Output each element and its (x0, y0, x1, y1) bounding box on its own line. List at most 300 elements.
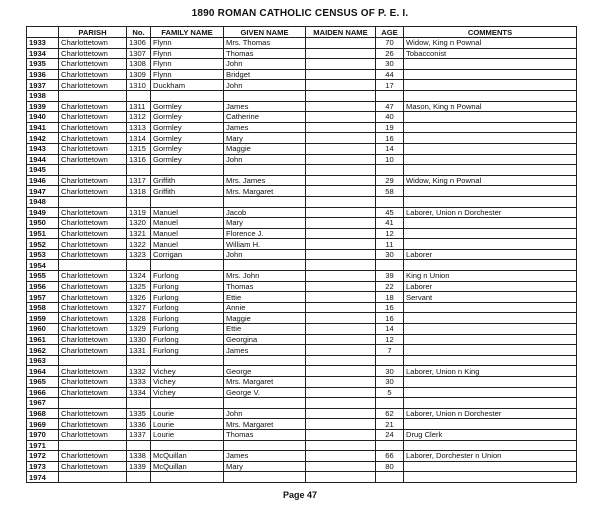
cell-maiden-name (306, 281, 376, 292)
cell-comments: Tobacconist (404, 48, 577, 59)
cell-age: 19 (376, 122, 404, 133)
cell-comments (404, 186, 577, 197)
cell-parish: Charlottetown (59, 133, 127, 144)
cell-given-name: John (224, 59, 306, 70)
cell-maiden-name (306, 355, 376, 366)
cell-comments: Laborer (404, 249, 577, 260)
cell-maiden-name (306, 408, 376, 419)
cell-maiden-name (306, 440, 376, 451)
cell-no: 1331 (127, 345, 151, 356)
cell-maiden-name (306, 292, 376, 303)
cell-maiden-name (306, 249, 376, 260)
header-family-name: FAMILY NAME (151, 27, 224, 38)
cell-family-name: Manuel (151, 239, 224, 250)
cell-no: 1320 (127, 218, 151, 229)
cell-no: 1319 (127, 207, 151, 218)
cell-parish: Charlottetown (59, 302, 127, 313)
cell-family-name: Furlong (151, 302, 224, 313)
table-row (27, 461, 577, 472)
table-row (27, 165, 577, 176)
cell-given-name: John (224, 249, 306, 260)
table-row (27, 334, 577, 345)
cell-given-name: Mrs. Margaret (224, 186, 306, 197)
header-comments: COMMENTS (404, 27, 577, 38)
cell-no: 1334 (127, 387, 151, 398)
row-line-number: 1941 (27, 122, 59, 133)
table-row (27, 292, 577, 303)
table-row (27, 143, 577, 154)
row-line-number: 1940 (27, 112, 59, 123)
cell-age: 45 (376, 207, 404, 218)
table-row (27, 419, 577, 430)
cell-age: 22 (376, 281, 404, 292)
cell-no: 1337 (127, 429, 151, 440)
row-line-number: 1947 (27, 186, 59, 197)
cell-given-name: James (224, 345, 306, 356)
cell-maiden-name (306, 302, 376, 313)
table-row (27, 472, 577, 483)
cell-comments: Laborer, Dorchester n Union (404, 451, 577, 462)
cell-comments (404, 218, 577, 229)
cell-given-name: Mrs. Margaret (224, 419, 306, 430)
header-no: No. (127, 27, 151, 38)
cell-family-name (151, 196, 224, 207)
cell-family-name: Gormley (151, 122, 224, 133)
cell-age: 14 (376, 324, 404, 335)
row-line-number: 1956 (27, 281, 59, 292)
table-row (27, 154, 577, 165)
cell-parish (59, 355, 127, 366)
cell-parish: Charlottetown (59, 345, 127, 356)
row-line-number: 1970 (27, 429, 59, 440)
cell-parish: Charlottetown (59, 249, 127, 260)
cell-parish (59, 472, 127, 483)
cell-family-name: Vichey (151, 387, 224, 398)
row-line-number: 1961 (27, 334, 59, 345)
cell-maiden-name (306, 38, 376, 49)
table-row (27, 345, 577, 356)
cell-parish: Charlottetown (59, 80, 127, 91)
row-line-number: 1954 (27, 260, 59, 271)
cell-no: 1325 (127, 281, 151, 292)
cell-given-name: Jacob (224, 207, 306, 218)
cell-maiden-name (306, 461, 376, 472)
cell-family-name (151, 260, 224, 271)
table-row (27, 133, 577, 144)
row-line-number: 1944 (27, 154, 59, 165)
cell-given-name: Mary (224, 133, 306, 144)
cell-maiden-name (306, 239, 376, 250)
cell-no (127, 165, 151, 176)
cell-no: 1313 (127, 122, 151, 133)
cell-family-name: Lourie (151, 429, 224, 440)
cell-comments (404, 313, 577, 324)
cell-comments (404, 461, 577, 472)
cell-parish: Charlottetown (59, 313, 127, 324)
cell-parish: Charlottetown (59, 334, 127, 345)
header-row (27, 27, 577, 38)
cell-parish: Charlottetown (59, 366, 127, 377)
page-title: 1890 ROMAN CATHOLIC CENSUS OF P. E. I. (191, 8, 409, 19)
cell-no (127, 90, 151, 101)
cell-family-name: Flynn (151, 38, 224, 49)
table-row (27, 122, 577, 133)
table-row (27, 218, 577, 229)
cell-family-name: Griffith (151, 186, 224, 197)
cell-family-name (151, 355, 224, 366)
cell-given-name: George (224, 366, 306, 377)
cell-comments (404, 387, 577, 398)
cell-comments (404, 165, 577, 176)
row-line-number: 1974 (27, 472, 59, 483)
cell-age: 30 (376, 366, 404, 377)
row-line-number: 1965 (27, 377, 59, 388)
cell-age: 30 (376, 59, 404, 70)
cell-parish (59, 165, 127, 176)
cell-family-name: Furlong (151, 313, 224, 324)
cell-no: 1330 (127, 334, 151, 345)
row-line-number: 1933 (27, 38, 59, 49)
table-row (27, 69, 577, 80)
cell-age: 44 (376, 69, 404, 80)
cell-no: 1323 (127, 249, 151, 260)
table-row (27, 398, 577, 409)
cell-no: 1329 (127, 324, 151, 335)
row-line-number: 1950 (27, 218, 59, 229)
cell-maiden-name (306, 69, 376, 80)
cell-family-name: Gormley (151, 101, 224, 112)
cell-parish: Charlottetown (59, 281, 127, 292)
cell-no: 1332 (127, 366, 151, 377)
cell-parish: Charlottetown (59, 387, 127, 398)
cell-maiden-name (306, 196, 376, 207)
cell-age (376, 355, 404, 366)
cell-maiden-name (306, 175, 376, 186)
cell-no: 1326 (127, 292, 151, 303)
cell-no: 1328 (127, 313, 151, 324)
row-line-number: 1938 (27, 90, 59, 101)
cell-family-name: Lourie (151, 408, 224, 419)
cell-age: 58 (376, 186, 404, 197)
cell-parish: Charlottetown (59, 101, 127, 112)
cell-comments (404, 112, 577, 123)
cell-no: 1311 (127, 101, 151, 112)
cell-given-name: Mrs. Thomas (224, 38, 306, 49)
table-row (27, 377, 577, 388)
cell-given-name: John (224, 80, 306, 91)
cell-parish (59, 260, 127, 271)
table-row (27, 59, 577, 70)
cell-given-name: Thomas (224, 429, 306, 440)
cell-parish (59, 440, 127, 451)
cell-family-name: Manuel (151, 228, 224, 239)
cell-given-name: James (224, 101, 306, 112)
cell-maiden-name (306, 90, 376, 101)
cell-comments: Laborer (404, 281, 577, 292)
cell-family-name: Gormley (151, 112, 224, 123)
cell-no: 1315 (127, 143, 151, 154)
cell-family-name: Furlong (151, 334, 224, 345)
cell-age: 47 (376, 101, 404, 112)
cell-age: 41 (376, 218, 404, 229)
cell-family-name: Gormley (151, 154, 224, 165)
row-line-number: 1951 (27, 228, 59, 239)
row-line-number: 1948 (27, 196, 59, 207)
cell-parish: Charlottetown (59, 48, 127, 59)
cell-no: 1316 (127, 154, 151, 165)
cell-parish: Charlottetown (59, 271, 127, 282)
table-row (27, 281, 577, 292)
table-row (27, 302, 577, 313)
cell-comments: Servant (404, 292, 577, 303)
cell-maiden-name (306, 271, 376, 282)
row-line-number: 1949 (27, 207, 59, 218)
cell-age: 16 (376, 313, 404, 324)
table-row (27, 186, 577, 197)
cell-maiden-name (306, 228, 376, 239)
cell-maiden-name (306, 186, 376, 197)
cell-parish: Charlottetown (59, 154, 127, 165)
cell-given-name: Georgina (224, 334, 306, 345)
cell-parish: Charlottetown (59, 228, 127, 239)
cell-maiden-name (306, 387, 376, 398)
cell-age: 12 (376, 228, 404, 239)
cell-age: 80 (376, 461, 404, 472)
header-given-name: GIVEN NAME (224, 27, 306, 38)
cell-family-name: Flynn (151, 48, 224, 59)
cell-parish: Charlottetown (59, 324, 127, 335)
cell-age: 40 (376, 112, 404, 123)
cell-maiden-name (306, 398, 376, 409)
cell-parish: Charlottetown (59, 175, 127, 186)
cell-maiden-name (306, 313, 376, 324)
cell-family-name: Duckham (151, 80, 224, 91)
cell-given-name: Ettie (224, 324, 306, 335)
cell-given-name (224, 472, 306, 483)
cell-comments: Laborer, Union n Dorchester (404, 207, 577, 218)
row-line-number: 1964 (27, 366, 59, 377)
cell-comments (404, 302, 577, 313)
cell-comments (404, 80, 577, 91)
cell-parish: Charlottetown (59, 239, 127, 250)
row-line-number: 1939 (27, 101, 59, 112)
row-line-number: 1946 (27, 175, 59, 186)
cell-given-name (224, 398, 306, 409)
cell-no: 1327 (127, 302, 151, 313)
cell-maiden-name (306, 143, 376, 154)
table-row (27, 366, 577, 377)
table-row (27, 228, 577, 239)
cell-comments: Mason, King n Pownal (404, 101, 577, 112)
cell-no (127, 472, 151, 483)
cell-age: 66 (376, 451, 404, 462)
table-row (27, 48, 577, 59)
row-line-number: 1967 (27, 398, 59, 409)
census-table (26, 26, 577, 483)
cell-age (376, 90, 404, 101)
cell-maiden-name (306, 80, 376, 91)
cell-given-name (224, 260, 306, 271)
table-row (27, 324, 577, 335)
header-maiden-name: MAIDEN NAME (306, 27, 376, 38)
cell-given-name (224, 196, 306, 207)
table-row (27, 260, 577, 271)
table-row (27, 387, 577, 398)
table-row (27, 80, 577, 91)
table-row (27, 207, 577, 218)
row-line-number: 1937 (27, 80, 59, 91)
row-line-number: 1953 (27, 249, 59, 260)
cell-given-name (224, 355, 306, 366)
cell-family-name: Lourie (151, 419, 224, 430)
cell-given-name: Thomas (224, 48, 306, 59)
cell-age: 12 (376, 334, 404, 345)
row-line-number: 1960 (27, 324, 59, 335)
header-age: AGE (376, 27, 404, 38)
cell-comments: Laborer, Union n King (404, 366, 577, 377)
row-line-number: 1968 (27, 408, 59, 419)
cell-given-name: John (224, 408, 306, 419)
cell-given-name: Ettie (224, 292, 306, 303)
cell-given-name: Annie (224, 302, 306, 313)
row-line-number: 1942 (27, 133, 59, 144)
row-line-number: 1957 (27, 292, 59, 303)
table-row (27, 112, 577, 123)
cell-no: 1338 (127, 451, 151, 462)
row-line-number: 1943 (27, 143, 59, 154)
cell-given-name: George V. (224, 387, 306, 398)
cell-parish: Charlottetown (59, 218, 127, 229)
cell-family-name: Furlong (151, 271, 224, 282)
row-line-number: 1969 (27, 419, 59, 430)
cell-maiden-name (306, 165, 376, 176)
cell-age: 29 (376, 175, 404, 186)
cell-comments: Drug Clerk (404, 429, 577, 440)
cell-age: 21 (376, 419, 404, 430)
cell-age (376, 260, 404, 271)
cell-maiden-name (306, 345, 376, 356)
cell-given-name: James (224, 451, 306, 462)
cell-no: 1339 (127, 461, 151, 472)
cell-comments (404, 260, 577, 271)
cell-family-name: Furlong (151, 292, 224, 303)
cell-parish: Charlottetown (59, 451, 127, 462)
cell-family-name: Manuel (151, 207, 224, 218)
cell-age (376, 472, 404, 483)
cell-comments (404, 334, 577, 345)
cell-family-name (151, 398, 224, 409)
cell-family-name: Furlong (151, 281, 224, 292)
header-parish: PARISH (59, 27, 127, 38)
cell-maiden-name (306, 260, 376, 271)
table-row (27, 239, 577, 250)
table-row (27, 196, 577, 207)
cell-no: 1309 (127, 69, 151, 80)
table-row (27, 440, 577, 451)
cell-comments (404, 228, 577, 239)
cell-maiden-name (306, 122, 376, 133)
cell-family-name: McQuillan (151, 461, 224, 472)
cell-parish (59, 196, 127, 207)
cell-comments (404, 355, 577, 366)
cell-comments (404, 239, 577, 250)
cell-parish: Charlottetown (59, 207, 127, 218)
cell-comments: Widow, King n Pownal (404, 38, 577, 49)
row-line-number: 1973 (27, 461, 59, 472)
row-line-number: 1958 (27, 302, 59, 313)
cell-comments (404, 69, 577, 80)
cell-given-name: Mary (224, 218, 306, 229)
table-row (27, 355, 577, 366)
cell-family-name: Flynn (151, 59, 224, 70)
cell-maiden-name (306, 429, 376, 440)
row-line-number: 1934 (27, 48, 59, 59)
table-row (27, 90, 577, 101)
cell-age (376, 398, 404, 409)
cell-comments (404, 196, 577, 207)
cell-comments (404, 133, 577, 144)
cell-age: 70 (376, 38, 404, 49)
cell-parish: Charlottetown (59, 292, 127, 303)
cell-given-name: Maggie (224, 143, 306, 154)
cell-parish: Charlottetown (59, 38, 127, 49)
cell-given-name: Mrs. Margaret (224, 377, 306, 388)
cell-maiden-name (306, 324, 376, 335)
cell-family-name: Flynn (151, 69, 224, 80)
cell-no: 1335 (127, 408, 151, 419)
cell-age: 16 (376, 133, 404, 144)
cell-family-name: Gormley (151, 133, 224, 144)
table-row (27, 271, 577, 282)
cell-given-name: Mrs. James (224, 175, 306, 186)
cell-parish: Charlottetown (59, 429, 127, 440)
cell-maiden-name (306, 377, 376, 388)
cell-no (127, 440, 151, 451)
row-line-number: 1959 (27, 313, 59, 324)
cell-parish: Charlottetown (59, 143, 127, 154)
cell-age: 5 (376, 387, 404, 398)
cell-maiden-name (306, 154, 376, 165)
cell-age: 14 (376, 143, 404, 154)
cell-parish (59, 90, 127, 101)
cell-family-name: Manuel (151, 218, 224, 229)
header-line-spacer (27, 27, 59, 38)
cell-family-name: Vichey (151, 366, 224, 377)
cell-parish: Charlottetown (59, 419, 127, 430)
cell-maiden-name (306, 218, 376, 229)
cell-age: 17 (376, 80, 404, 91)
table-row (27, 451, 577, 462)
cell-no: 1306 (127, 38, 151, 49)
cell-parish: Charlottetown (59, 186, 127, 197)
cell-age: 30 (376, 377, 404, 388)
cell-comments (404, 472, 577, 483)
cell-no: 1307 (127, 48, 151, 59)
row-line-number: 1952 (27, 239, 59, 250)
cell-maiden-name (306, 419, 376, 430)
row-line-number: 1945 (27, 165, 59, 176)
table-row (27, 249, 577, 260)
cell-given-name (224, 90, 306, 101)
cell-family-name (151, 90, 224, 101)
table-row (27, 408, 577, 419)
table-body (27, 38, 577, 483)
cell-given-name: Mrs. John (224, 271, 306, 282)
cell-parish: Charlottetown (59, 59, 127, 70)
table-row (27, 429, 577, 440)
cell-age (376, 165, 404, 176)
cell-given-name (224, 440, 306, 451)
